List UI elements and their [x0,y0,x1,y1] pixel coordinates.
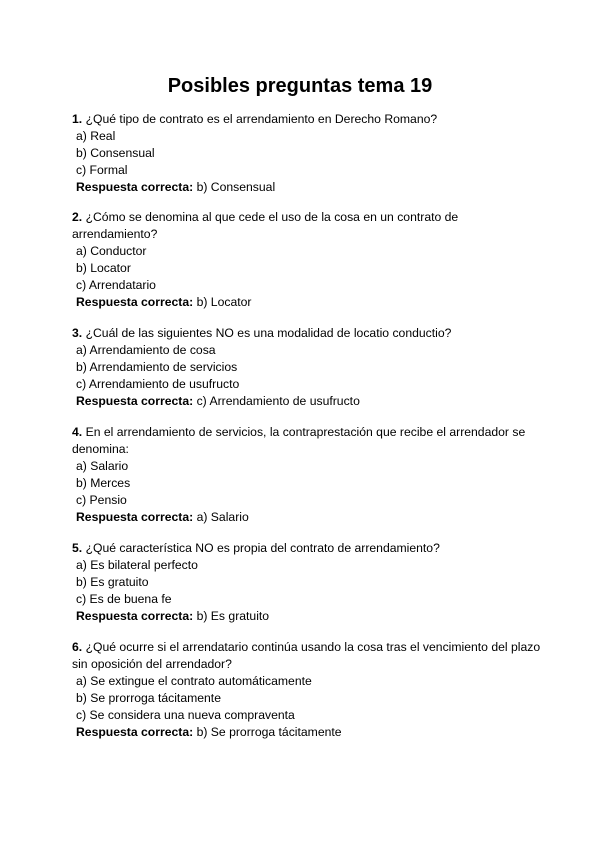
question-prompt: En el arrendamiento de servicios, la contraprestación que recibe el arrendador se denomina: [72,425,526,456]
question-prompt: ¿Qué tipo de contrato es el arrendamiento en Derecho Romano? [85,112,438,126]
option-b: b) Merces [76,476,131,490]
question-prompt: ¿Cuál de las siguientes NO es una modalidad de locatio conductio? [85,326,452,340]
question-text [72,325,542,342]
question-1 [72,111,542,196]
option-c: c) Es de buena fe [76,592,172,606]
answer-label: Respuesta correcta: [76,609,194,623]
correct-answer [72,509,542,526]
answer-label: Respuesta correcta: [76,725,194,739]
option-b: b) Consensual [76,146,155,160]
correct-answer [72,294,542,311]
answer-value: a) Salario [196,510,249,524]
answer-value: b) Es gratuito [196,609,270,623]
option-a: a) Conductor [76,244,147,258]
option-b: b) Arrendamiento de servicios [76,360,238,374]
question-prompt: ¿Cómo se denomina al que cede el uso de la cosa en un contrato de arrendamiento? [72,210,459,241]
correct-answer [72,179,542,196]
answer-label: Respuesta correcta: [76,394,194,408]
question-text [72,639,542,673]
option-a: a) Real [76,129,116,143]
question-text [72,424,542,458]
option-a: a) Se extingue el contrato automáticamente [76,674,312,688]
page-title: Posibles preguntas tema 19 [167,75,433,97]
answer-value: b) Locator [196,295,252,309]
option-c: c) Se considera una nueva compraventa [76,708,295,722]
question-text [72,209,542,243]
correct-answer [72,608,542,625]
correct-answer [72,393,542,410]
question-prompt: ¿Qué ocurre si el arrendatario continúa usando la cosa tras el vencimiento del plazo sin oposición del arrendador? [72,640,541,671]
question-number: 1. [72,112,83,126]
question-6 [72,639,542,741]
question-2 [72,209,542,311]
answer-value: c) Arrendamiento de usufructo [196,394,360,408]
answer-label: Respuesta correcta: [76,180,194,194]
option-b: b) Locator [76,261,131,275]
option-c: c) Pensio [76,493,127,507]
question-number: 5. [72,541,83,555]
option-a: a) Salario [76,459,129,473]
question-5 [72,540,542,625]
question-number: 2. [72,210,83,224]
question-4 [72,424,542,526]
question-number: 6. [72,640,83,654]
option-c: c) Arrendamiento de usufructo [76,377,240,391]
question-3 [72,325,542,410]
option-b: b) Se prorroga tácitamente [76,691,221,705]
correct-answer [72,724,542,741]
answer-value: b) Se prorroga tácitamente [196,725,342,739]
answer-label: Respuesta correcta: [76,510,194,524]
option-b: b) Es gratuito [76,575,149,589]
option-a: a) Arrendamiento de cosa [76,343,216,357]
question-prompt: ¿Qué característica NO es propia del contrato de arrendamiento? [85,541,440,555]
answer-value: b) Consensual [196,180,276,194]
option-c: c) Formal [76,163,128,177]
question-text [72,111,542,128]
question-number: 4. [72,425,83,439]
option-c: c) Arrendatario [76,278,156,292]
option-a: a) Es bilateral perfecto [76,558,198,572]
answer-label: Respuesta correcta: [76,295,194,309]
question-text [72,540,542,557]
question-number: 3. [72,326,83,340]
